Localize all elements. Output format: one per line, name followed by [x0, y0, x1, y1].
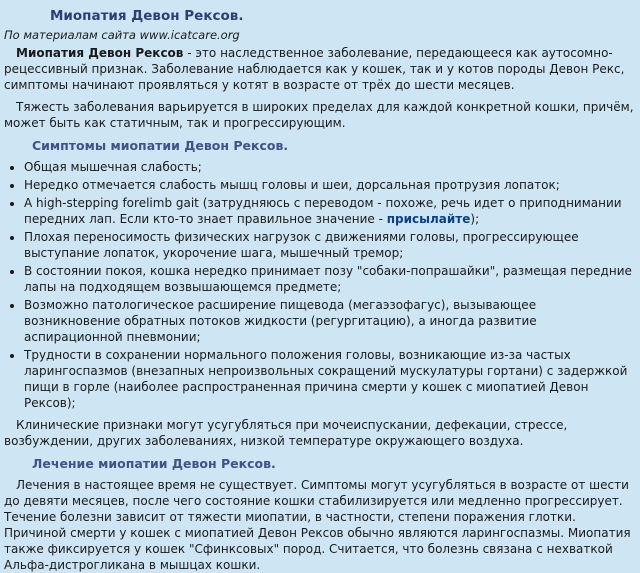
list-item: • Нередко отмечается слабость мышц головы и шеи, дорсальная протрузия лопаток; [24, 177, 636, 193]
list-item: • Трудности в сохранении нормального положения головы, возникающие из-за частых ларингоспазмов (внезапных непроизвольных сокращений мускулатуры гортани) с задержкой пищи в горле (наиболее распространенная причина смерти у кошек с миопатией Девон Рексов); [24, 347, 636, 411]
intro-lead: Миопатия Девон Рексов [16, 46, 184, 60]
list-item: • Плохая переносимость физических нагрузок с движениями головы, прогрессирующее выступание лопаток, укорочение шага, мышечный тремор; [24, 229, 636, 261]
gait-text-end: ); [470, 212, 480, 226]
list-item: • В состоянии покоя, кошка нередко принимает позу "собаки-попрашайки", размещая передние лапы на подходящем возвышающемся предмете; [24, 263, 636, 295]
list-item: • Общая мышечная слабость; [24, 159, 636, 175]
intro-text: - это наследственное заболевание, передающееся как аутосомно-рецессивный признак. Заболевание наблюдается как у кошек, так и у котов породы Девон Рекс, симптомы начинают проявляться у котят в возрасте от трёх до шести месяцев. [4, 46, 625, 92]
gait-text: A high-stepping forelimb gait (затрудняюсь с переводом - похоже, речь идет о приподнимании передних лап. Если кто-то знает правильное значение - [24, 196, 622, 226]
symptoms-list [4, 159, 636, 411]
clinical-paragraph: Клинические признаки могут усугубляться при мочеиспускании, дефекации, стрессе, возбуждении, других заболеваниях, низкой температуре окружающего воздуха. [4, 418, 568, 448]
page-title: Миопатия Девон Рексов. [50, 8, 244, 24]
list-item [24, 195, 636, 227]
source-note: По материалам сайта www.icatcare.org [4, 28, 240, 42]
list-item: • Возможно патологическое расширение пищевода (мегаэзофагус), вызывающее возникновение обратных потоков жидкости (регургитацию), а иногда развитие аспирационной пневмонии; [24, 297, 636, 345]
send-link[interactable]: присылайте [386, 212, 471, 226]
intro-paragraph [4, 45, 636, 93]
treatment-paragraph: Лечения в настоящее время не существует. Симптомы могут усугубляться в возрасте от шести до девяти месяцев, после чего состояние кошки стабилизируется или медленно прогрессирует. Течение болезни зависит от тяжести миопатии, в частности, степени поражения глотки. Причиной смерти у кошек с миопатией Девон Рексов обычно являются ларингоспазмы. Миопатия также фиксируется у кошек "Сфинксовых" пород. Считается, что болезнь связана с нехваткой Альфа-дистрогликана в мышцах кошки. [4, 478, 631, 572]
symptoms-heading: Симптомы миопатии Девон Рексов. [32, 138, 289, 153]
severity-paragraph: Тяжесть заболевания варьируется в широких пределах для каждой конкретной кошки, причём, может быть как статичным, так и прогрессирующим. [4, 100, 634, 130]
treatment-heading: Лечение миопатии Девон Рексов. [32, 456, 276, 471]
